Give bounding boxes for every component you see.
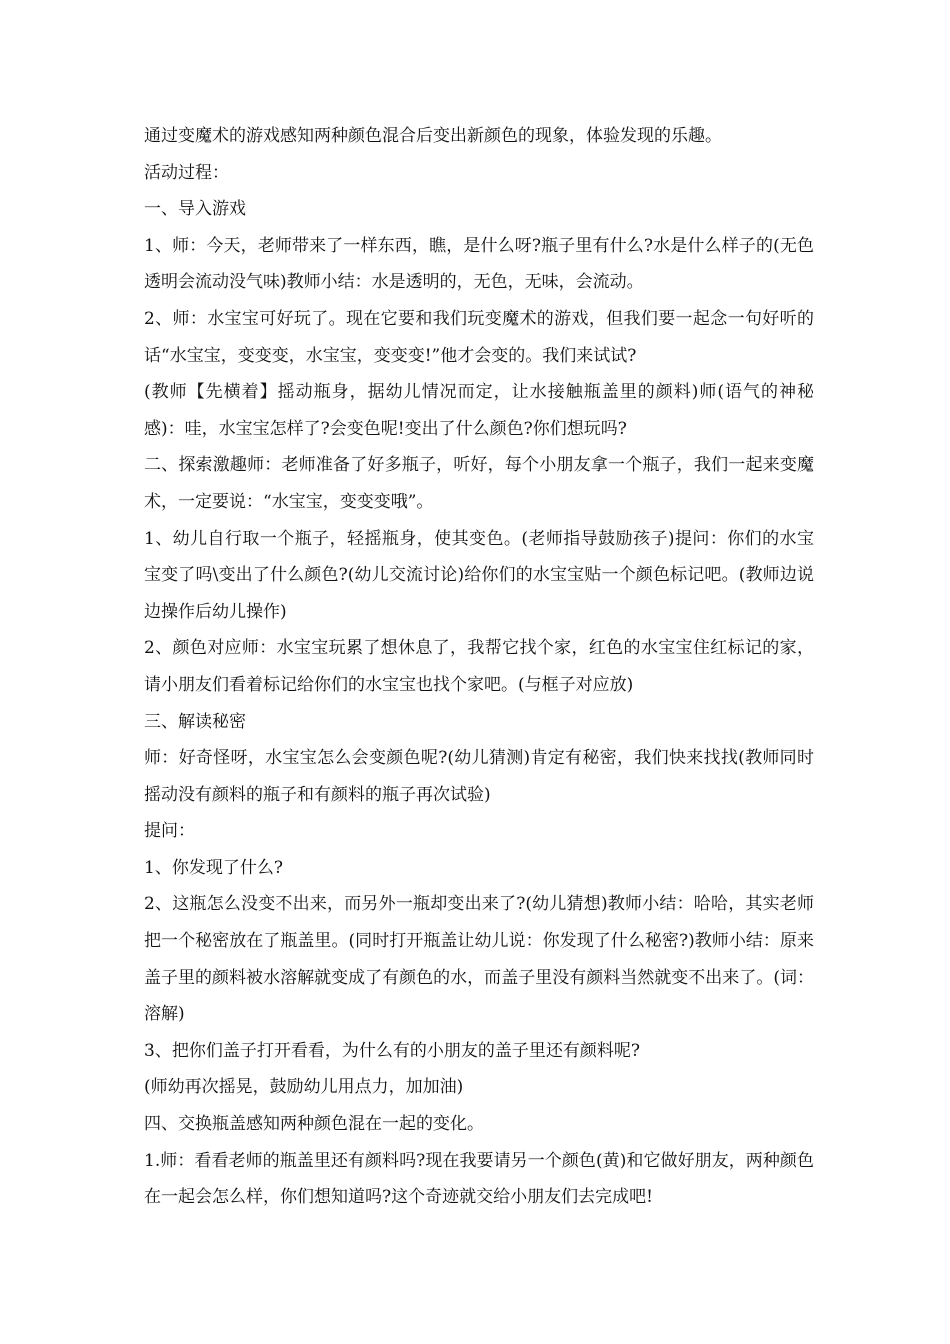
- heading-section-1: 一、导入游戏: [144, 199, 246, 220]
- paragraph-1-3: (教师【先横着】摇动瓶身，据幼儿情况而定，让水接触瓶盖里的颜料)师(语气的神秘感)：哇，水宝宝怎样了?会变色呢!变出了什么颜色?你们想玩吗?: [144, 382, 814, 439]
- paragraph-shake-again: (师幼再次摇晃，鼓励幼儿用点力，加加油): [144, 1077, 464, 1098]
- heading-questions: 提问：: [144, 821, 195, 842]
- paragraph-question-3: 3、把你们盖子打开看看，为什么有的小朋友的盖子里还有颜料呢?: [144, 1040, 640, 1061]
- paragraph-1-1: 1、师：今天，老师带来了一样东西，瞧，是什么呀?瓶子里有什么?水是什么样子的(无色透明会流动没气味)教师小结：水是透明的，无色，无味，会流动。: [144, 235, 814, 293]
- heading-activity-process: 活动过程：: [144, 162, 229, 183]
- paragraph-4-1: 1.师：看看老师的瓶盖里还有颜料吗?现在我要请另一个颜色(黄)和它做好朋友，两种颜色在一起会怎么样，你们想知道吗?这个奇迹就交给小朋友们去完成吧!: [144, 1150, 814, 1208]
- heading-section-4: 四、交换瓶盖感知两种颜色混在一起的变化。: [144, 1114, 484, 1135]
- paragraph-goal: 通过变魔术的游戏感知两种颜色混合后变出新颜色的现象，体验发现的乐趣。: [144, 126, 722, 146]
- heading-section-3: 三、解读秘密: [144, 711, 246, 732]
- paragraph-3-intro: 师：好奇怪呀，水宝宝怎么会变颜色呢?(幼儿猜测)肯定有秘密，我们快来找找(教师同时摇动没有颜料的瓶子和有颜料的瓶子再次试验): [144, 748, 814, 805]
- paragraph-2-1: 1、幼儿自行取一个瓶子，轻摇瓶身，使其变色。(老师指导鼓励孩子)提问：你们的水宝宝变了吗\变出了什么颜色?(幼儿交流讨论)给你们的水宝宝贴一个颜色标记吧。(教师边说边操作后幼儿操作): [144, 528, 814, 622]
- paragraph-2-2: 2、颜色对应师：水宝宝玩累了想休息了，我帮它找个家，红色的水宝宝住红标记的家，请小朋友们看着标记给你们的水宝宝也找个家吧。(与框子对应放): [144, 638, 814, 695]
- paragraph-question-2: 2、这瓶怎么没变不出来，而另外一瓶却变出来了?(幼儿猜想)教师小结：哈哈，其实老师把一个秘密放在了瓶盖里。(同时打开瓶盖让幼儿说：你发现了什么秘密?)教师小结：原来盖子里的颜料被水溶解就变成了有颜色的水，而盖子里没有颜料当然就变不出来了。(词：溶解): [144, 894, 814, 1025]
- paragraph-question-1: 1、你发现了什么?: [144, 857, 283, 878]
- paragraph-1-2: 2、师：水宝宝可好玩了。现在它要和我们玩变魔术的游戏，但我们要一起念一句好听的话“水宝宝，变变变，水宝宝，变变变!”他才会变的。我们来试试?: [144, 308, 814, 366]
- paragraph-section-2: 二、探索激趣师：老师准备了好多瓶子，听好，每个小朋友拿一个瓶子，我们一起来变魔术，一定要说：“水宝宝，变变变哦”。: [144, 455, 814, 512]
- document-body: [144, 118, 814, 1216]
